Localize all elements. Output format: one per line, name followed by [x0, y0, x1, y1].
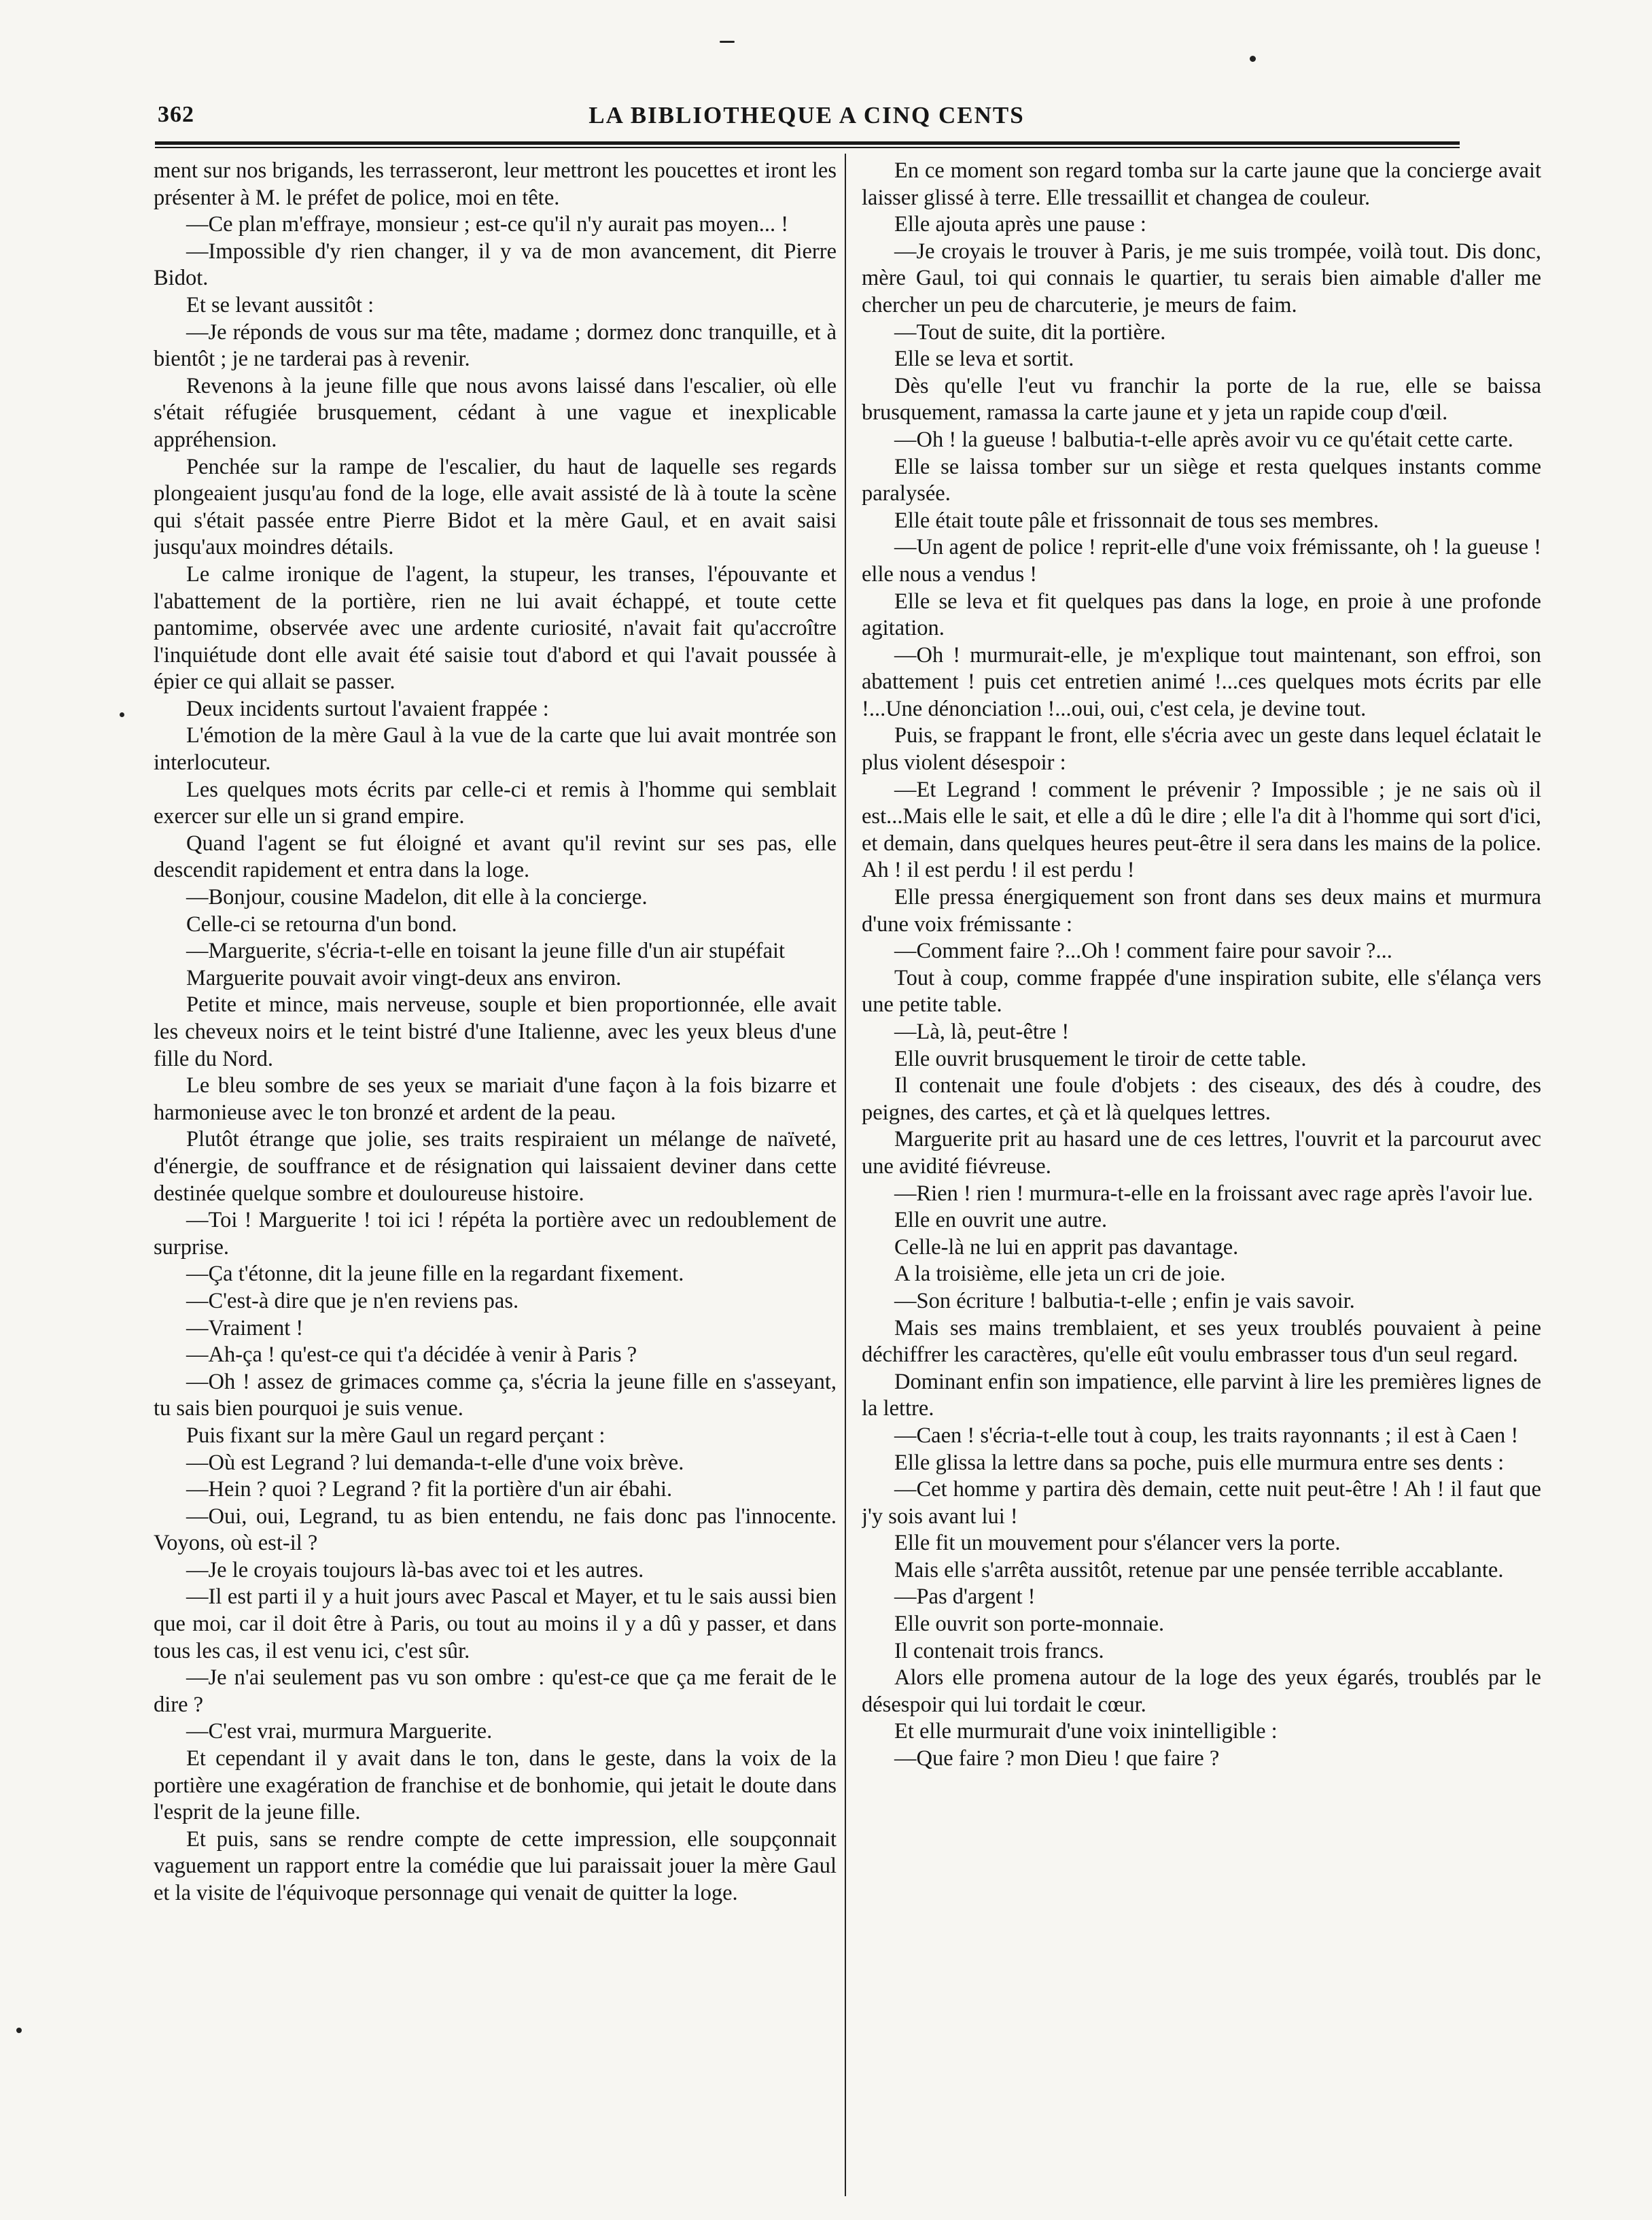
paragraph: —Son écriture ! balbutia-t-elle ; enfin je vais savoir.: [894, 1288, 1355, 1313]
paragraph: —Là, là, peut-être !: [894, 1020, 1070, 1044]
paragraph: —C'est vrai, murmura Marguerite.: [186, 1719, 493, 1744]
paragraph: —Il est parti il y a huit jours avec Pascal et Mayer, et tu le sais aussi bien que moi, car il doit être à Paris, ou tout au moins il y a dû y passer, et dans tous les cas, il est venu ici, c'est sûr.: [154, 1584, 837, 1663]
paragraph: —Rien ! rien ! murmura-t-elle en la froissant avec rage après l'avoir lue.: [894, 1181, 1533, 1206]
paragraph: Elle fit un mouvement pour s'élancer vers la porte.: [894, 1531, 1341, 1556]
paragraph: En ce moment son regard tomba sur la carte jaune que la concierge avait laisser glissé à terre. Elle tressaillit et changea de couleur.: [862, 158, 1541, 210]
paragraph: —Oh ! assez de grimaces comme ça, s'écria la jeune fille en s'asseyant, tu sais bien pourquoi je suis venue.: [154, 1369, 837, 1421]
paragraph: —Je réponds de vous sur ma tête, madame ; dormez donc tranquille, et à bientôt ; je ne tarderai pas à revenir.: [154, 319, 837, 372]
paragraph: Dominant enfin son impatience, elle parvint à lire les premières lignes de la lettre.: [862, 1369, 1541, 1421]
paragraph: Elle ajouta après une pause :: [894, 212, 1146, 237]
print-speck: [720, 41, 735, 43]
paragraph: Elle ouvrit brusquement le tiroir de cette table.: [894, 1046, 1307, 1071]
print-speck: [16, 2028, 22, 2033]
paragraph: Petite et mince, mais nerveuse, souple et bien proportionnée, elle avait les cheveux noirs et le teint bistré d'une Italienne, avec les yeux bleus d'une fille du Nord.: [154, 992, 837, 1071]
paragraph: —Cet homme y partira dès demain, cette nuit peut-être ! Ah ! il faut que j'y sois avant lui !: [862, 1477, 1541, 1529]
paragraph: Et cependant il y avait dans le ton, dans le geste, dans la voix de la portière une exagération de franchise et de bonhomie, qui jetait le doute dans l'esprit de la jeune fille.: [154, 1746, 837, 1825]
paragraph: Il contenait une foule d'objets : des ciseaux, des dés à coudre, des peignes, des cartes, et çà et là quelques lettres.: [862, 1073, 1541, 1125]
paragraph: —Bonjour, cousine Madelon, dit elle à la concierge.: [186, 885, 648, 910]
paragraph: —Et Legrand ! comment le prévenir ? Impossible ; je ne sais où il est...Mais elle le sait, et elle a dû le dire ; elle l'a dit à l'homme qui sort d'ici, et demain, dans quelques heures peut-être il sera dans les mains de la police. Ah ! il est perdu ! il est perdu !: [862, 777, 1541, 883]
paragraph: —Je n'ai seulement pas vu son ombre : qu'est-ce que ça me ferait de le dire ?: [154, 1665, 837, 1717]
paragraph: Elle ouvrit son porte-monnaie.: [894, 1612, 1165, 1637]
paragraph: Marguerite prit au hasard une de ces lettres, l'ouvrit et la parcourut avec une avidité fiévreuse.: [862, 1127, 1541, 1179]
paragraph: —Vraiment !: [186, 1315, 304, 1340]
paragraph: Marguerite pouvait avoir vingt-deux ans environ.: [186, 965, 622, 990]
paragraph: Tout à coup, comme frappée d'une inspiration subite, elle s'élança vers une petite table.: [862, 965, 1541, 1018]
paragraph: —Oh ! murmurait-elle, je m'explique tout maintenant, son effroi, son abattement ! puis cet entretien animé !...ces quelques mots écrits par elle !...Une dénonciation !...oui, oui, c'est cela, je devine tout.: [862, 642, 1541, 721]
paragraph: Elle pressa énergiquement son front dans ses deux mains et murmura d'une voix frémissante :: [862, 885, 1541, 937]
paragraph: Quand l'agent se fut éloigné et avant qu'il revint sur ses pas, elle descendit rapidement et entra dans la loge.: [154, 831, 837, 883]
paragraph: Et elle murmurait d'une voix inintelligible :: [894, 1719, 1278, 1744]
paragraph: Elle en ouvrit une autre.: [894, 1208, 1108, 1233]
paragraph: Plutôt étrange que jolie, ses traits respiraient un mélange de naïveté, d'énergie, de souffrance et de résignation qui laissaient deviner dans cette destinée quelque sombre et douloureuse histoire.: [154, 1127, 837, 1206]
paragraph: Alors elle promena autour de la loge des yeux égarés, troublés par le désespoir qui lui tordait le cœur.: [862, 1665, 1541, 1717]
paragraph: —Tout de suite, dit la portière.: [894, 319, 1166, 345]
paragraph: Deux incidents surtout l'avaient frappée :: [186, 696, 549, 721]
paragraph: —C'est-à dire que je n'en reviens pas.: [186, 1288, 519, 1313]
paragraph: Les quelques mots écrits par celle-ci et remis à l'homme qui semblait exercer sur elle un si grand empire.: [154, 777, 837, 829]
running-title: LA BIBLIOTHEQUE A CINQ CENTS: [588, 102, 1025, 128]
paragraph: Et puis, sans se rendre compte de cette impression, elle soupçonnait vaguement un rapport entre la comédie que lui paraissait jouer la mère Gaul et la visite de l'équivoque personnage qui venait de quitter la loge.: [154, 1826, 837, 1905]
paragraph: Le calme ironique de l'agent, la stupeur, les transes, l'épouvante et l'abattement de la portière, rien ne lui avait échappé, et toute cette pantomime, observée avec une ardente curiosité, n'avait fait qu'accroître l'inquiétude dont elle avait été saisie tout d'abord et qui l'avait poussée à épier ce qui allait se passer.: [154, 561, 837, 695]
paragraph: —Un agent de police ! reprit-elle d'une voix frémissante, oh ! la gueuse ! elle nous a vendus !: [862, 535, 1541, 587]
left-column: [154, 158, 837, 2204]
paragraph: —Marguerite, s'écria-t-elle en toisant la jeune fille d'un air stupéfait: [186, 939, 786, 964]
paragraph: —Ah-ça ! qu'est-ce qui t'a décidée à venir à Paris ?: [186, 1342, 637, 1368]
paragraph: Celle-là ne lui en apprit pas davantage.: [894, 1234, 1239, 1260]
paragraph: —Hein ? quoi ? Legrand ? fit la portière d'un air ébahi.: [186, 1477, 673, 1502]
paragraph: A la troisième, elle jeta un cri de joie.: [894, 1262, 1226, 1287]
paragraph: Puis fixant sur la mère Gaul un regard perçant :: [186, 1423, 605, 1448]
print-speck: [1250, 56, 1256, 62]
paragraph: Elle se leva et fit quelques pas dans la loge, en proie à une profonde agitation.: [862, 589, 1541, 641]
print-speck: [120, 712, 124, 717]
paragraph: —Comment faire ?...Oh ! comment faire pour savoir ?...: [894, 939, 1392, 964]
paragraph: Celle-ci se retourna d'un bond.: [186, 912, 457, 937]
paragraph: Elle se leva et sortit.: [894, 347, 1074, 372]
paragraph: Mais ses mains tremblaient, et ses yeux troublés pouvaient à peine déchiffrer les caractères, qu'elle eût voulu embrasser tous d'un seul regard.: [862, 1315, 1541, 1368]
paragraph: —Pas d'argent !: [894, 1584, 1036, 1610]
paragraph: Puis, se frappant le front, elle s'écria avec un geste dans lequel éclatait le plus violent désespoir :: [862, 723, 1541, 776]
paragraph: Elle se laissa tomber sur un siège et resta quelques instants comme paralysée.: [862, 454, 1541, 506]
paragraph: Le bleu sombre de ses yeux se mariait d'une façon à la fois bizarre et harmonieuse avec le ton bronzé et ardent de la peau.: [154, 1073, 837, 1125]
paragraph: —Que faire ? mon Dieu ! que faire ?: [894, 1746, 1220, 1771]
paragraph: Penchée sur la rampe de l'escalier, du haut de laquelle ses regards plongeaient jusqu'au fond de la loge, elle avait assisté de là à toute la scène qui s'était passée entre Pierre Bidot et la mère Gaul, et en avait saisi jusqu'aux moindres détails.: [154, 454, 837, 560]
paragraph: —Je croyais le trouver à Paris, je me suis trompée, voilà tout. Dis donc, mère Gaul, toi qui connais le quartier, tu serais bien aimable d'aller me chercher un peu de charcuterie, je meurs de faim.: [862, 239, 1541, 317]
paragraph: Elle était toute pâle et frissonnait de tous ses membres.: [894, 508, 1379, 533]
paragraph: —Ça t'étonne, dit la jeune fille en la regardant fixement.: [186, 1262, 684, 1287]
paragraph: —Caen ! s'écria-t-elle tout à coup, les traits rayonnants ; il est à Caen !: [894, 1423, 1519, 1448]
column-divider: [845, 154, 846, 2196]
page-number: 362: [158, 102, 194, 127]
header-rule-thin: [155, 147, 1460, 148]
page-header: [158, 102, 1456, 139]
paragraph: —Impossible d'y rien changer, il y va de mon avancement, dit Pierre Bidot.: [154, 239, 837, 291]
header-rule: [155, 141, 1460, 145]
paragraph: L'émotion de la mère Gaul à la vue de la carte que lui avait montrée son interlocuteur.: [154, 723, 837, 776]
paragraph: Et se levant aussitôt :: [186, 292, 374, 317]
paragraph: —Où est Legrand ? lui demanda-t-elle d'une voix brève.: [186, 1450, 684, 1475]
paragraph: —Ce plan m'effraye, monsieur ; est-ce qu'il n'y aurait pas moyen... !: [186, 212, 789, 237]
paragraph: Mais elle s'arrêta aussitôt, retenue par une pensée terrible accablante.: [894, 1557, 1504, 1582]
paragraph: ment sur nos brigands, les terrasseront, leur mettront les poucettes et iront les présenter à M. le préfet de police, moi en tête.: [154, 158, 837, 210]
paragraph: Elle glissa la lettre dans sa poche, puis elle murmura entre ses dents :: [894, 1450, 1505, 1475]
paragraph: Revenons à la jeune fille que nous avons laissé dans l'escalier, où elle s'était réfugiée brusquement, cédant à une vague et inexplicable appréhension.: [154, 373, 837, 452]
paragraph: —Oui, oui, Legrand, tu as bien entendu, ne fais donc pas l'innocente. Voyons, où est-il ?: [154, 1504, 837, 1556]
paragraph: Dès qu'elle l'eut vu franchir la porte de la rue, elle se baissa brusquement, ramassa la carte jaune et y jeta un rapide coup d'œil.: [862, 373, 1541, 426]
paragraph: —Toi ! Marguerite ! toi ici ! répéta la portière avec un redoublement de surprise.: [154, 1208, 837, 1260]
paragraph: Il contenait trois francs.: [894, 1638, 1104, 1663]
paragraph: —Oh ! la gueuse ! balbutia-t-elle après avoir vu ce qu'était cette carte.: [894, 427, 1513, 452]
paragraph: —Je le croyais toujours là-bas avec toi et les autres.: [186, 1557, 644, 1582]
right-column: [862, 158, 1541, 2204]
